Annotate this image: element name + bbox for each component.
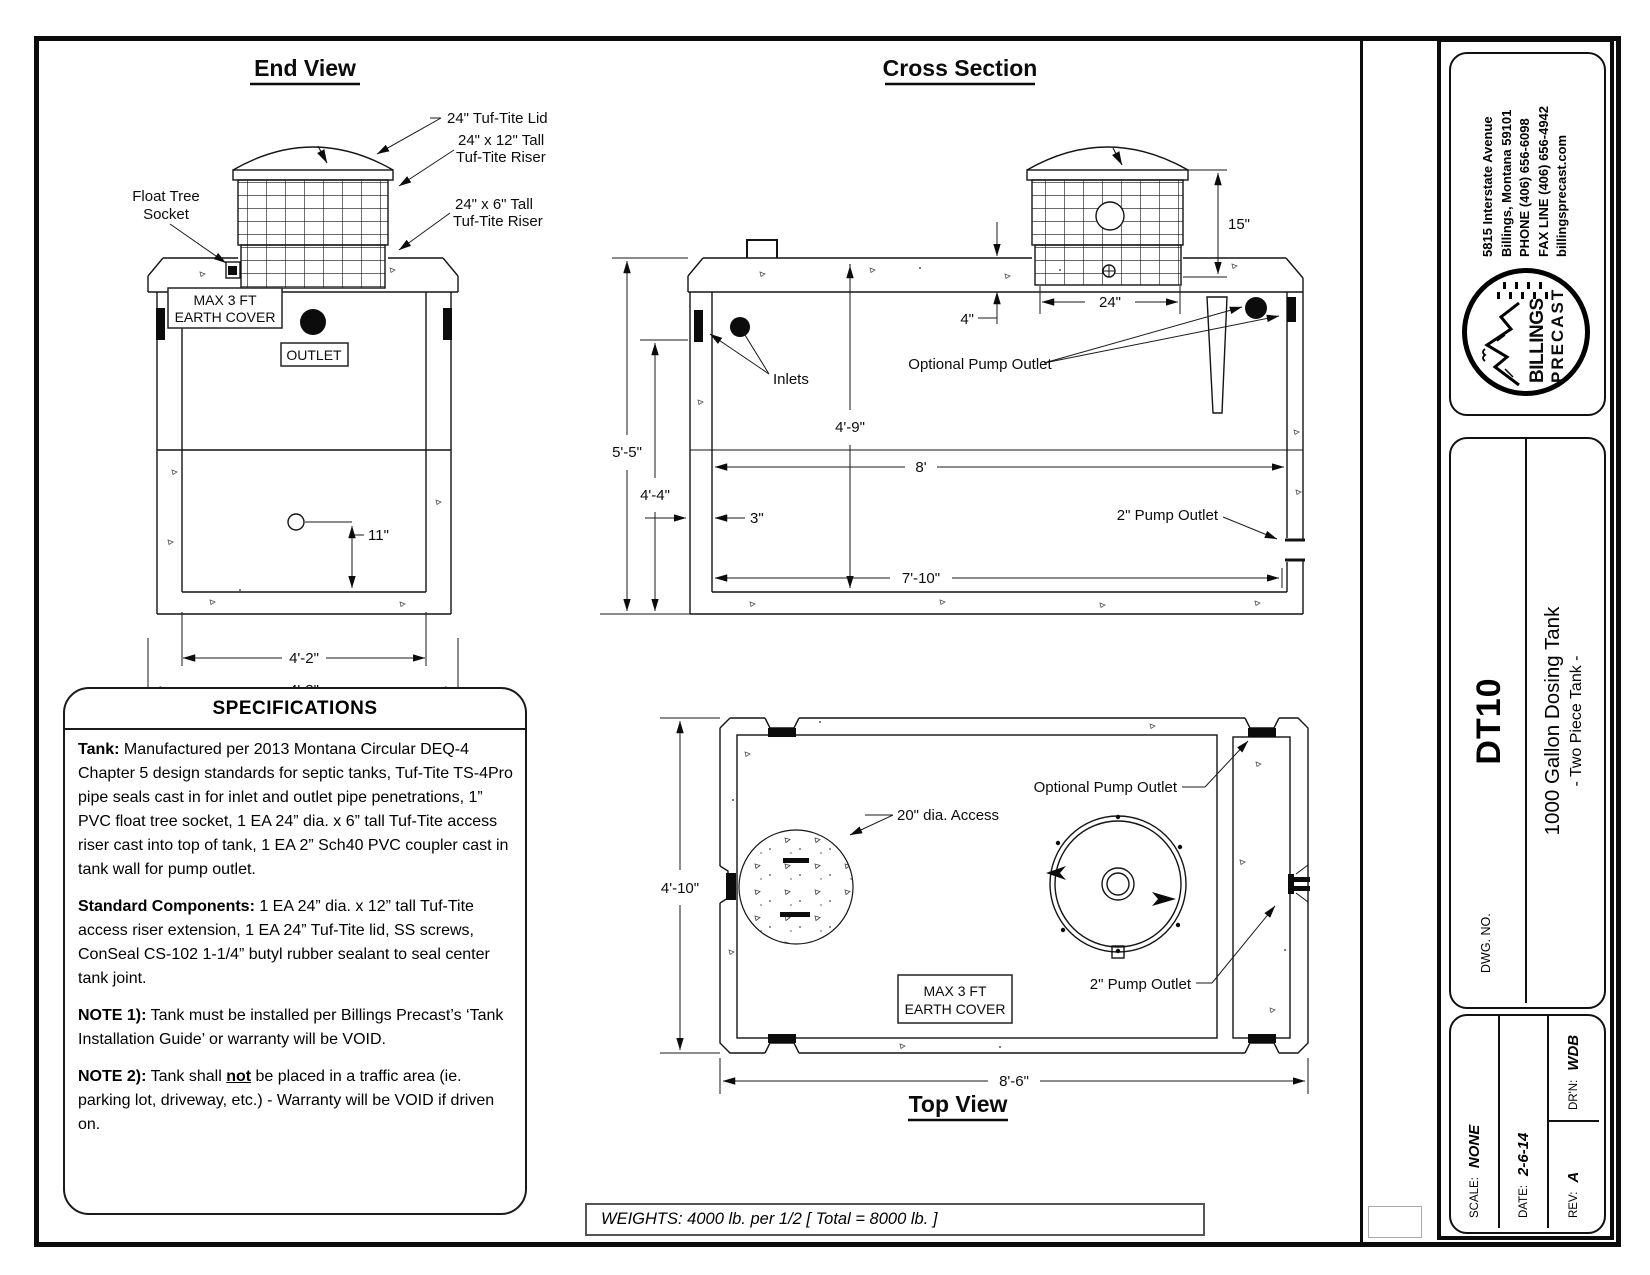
billings-precast-logo	[1462, 268, 1590, 396]
scale-value: NONE	[1466, 1124, 1483, 1169]
drn-label: DR'N:	[1567, 1079, 1580, 1110]
inner-length-dim: 8'	[915, 459, 927, 476]
drawing-number-box	[1449, 437, 1606, 1009]
product-title-row	[1527, 439, 1600, 1003]
access-label: 20" dia. Access	[897, 807, 1000, 824]
spec-paragraph-note1	[78, 1004, 513, 1052]
cross-section	[600, 55, 1305, 614]
weights-note: WEIGHTS: 4000 lb. per 1/2 [ Total = 8000 lb. ]	[585, 1203, 1205, 1236]
spec-paragraph-note2	[78, 1065, 513, 1137]
float-arrow-right	[1152, 892, 1176, 906]
outlet-label-box	[281, 343, 348, 366]
wall-dim: 3"	[750, 510, 764, 527]
invert-dim: 11"	[368, 527, 389, 544]
float-tree-label-2: Socket	[143, 206, 189, 223]
rev-label: REV:	[1567, 1191, 1580, 1218]
optional-pump-label-top: Optional Pump Outlet	[1033, 779, 1177, 796]
scale-row	[1451, 1016, 1500, 1228]
logo-art	[1467, 273, 1585, 391]
company-address	[1479, 106, 1572, 257]
pump-outlet-label: 2" Pump Outlet	[1116, 507, 1218, 524]
date-label: DATE:	[1517, 1184, 1530, 1218]
inlets-label: Inlets	[773, 371, 809, 388]
top-view	[660, 718, 1310, 1120]
specifications-title: SPECIFICATIONS	[212, 698, 378, 719]
width-dim: 4'-10"	[660, 880, 700, 897]
bird-icon	[1483, 349, 1485, 361]
riser6-label-2: Tuf-Tite Riser	[453, 213, 543, 230]
dash-pattern	[1497, 282, 1548, 299]
earth-cover-box-top	[898, 975, 1012, 1023]
title-block	[1437, 38, 1614, 1240]
bottom-gap-box	[1368, 1206, 1422, 1238]
pump-outlet-label-top: 2" Pump Outlet	[1089, 976, 1191, 993]
revision-box	[1449, 1014, 1606, 1234]
logo-name-1: BILLINGS	[1526, 298, 1548, 383]
optional-pump-label: Optional Pump Outlet	[908, 356, 1052, 373]
lid-label: 24" Tuf-Tite Lid	[447, 110, 548, 127]
riser-height-dim: 15"	[1228, 216, 1251, 233]
lower-height-dim: 4'-4"	[640, 487, 670, 504]
spec-paragraph-tank	[78, 738, 513, 882]
inner-width-dim: 4'-2"	[289, 650, 319, 667]
address-line-2: Billings, Montana 59101	[1498, 109, 1514, 257]
top-view-title: Top View	[908, 1091, 1008, 1117]
float-arrow-left	[1046, 866, 1066, 880]
earth-cover-top-2: EARTH COVER	[904, 1001, 1006, 1017]
specifications-panel	[63, 687, 527, 1215]
riser12-label-2: Tuf-Tite Riser	[456, 149, 546, 166]
rev-drn-row	[1549, 1016, 1598, 1228]
end-view	[132, 55, 547, 700]
earth-cover-line-2: EARTH COVER	[174, 309, 276, 325]
end-view-title: End View	[254, 55, 356, 81]
outer-height-dim: 5'-5"	[612, 444, 642, 461]
length-dim: 8'-6"	[999, 1073, 1029, 1090]
dwg-no-value: DT10	[1470, 677, 1508, 765]
address-line-3: PHONE (406) 656-6098	[1517, 118, 1533, 257]
spec-body-tank: Manufactured per 2013 Montana Circular DEQ-4 Chapter 5 design standards for septic tanks, Tuf-Tite TS-4Pro pipe seals cast in for inlet and outlet pipe penetrations, 1” PVC float tree socket, 1 EA 24” dia. x 6” tall Tuf-Tite access riser cast into top of tank, 1 EA 2” Sch40 PVC coupler cast in tank wall for pump outlet.	[78, 741, 513, 878]
date-value: 2-6-14	[1515, 1132, 1532, 1176]
product-subtitle: - Two Piece Tank -	[1568, 655, 1585, 787]
optional-pump-hole	[1245, 297, 1267, 319]
spec-lead-note2: NOTE 2):	[78, 1068, 147, 1085]
inner-height-dim: 4'-9"	[835, 419, 865, 436]
earth-cover-top-1: MAX 3 FT	[923, 983, 987, 999]
spec-lead-components: Standard Components:	[78, 898, 255, 915]
spec-body-components: 1 EA 24” dia. x 12” tall Tuf-Tite access riser extension, 1 EA 24” Tuf-Tite lid, SS screws, ConSeal CS-102 1-1/4” butyl rubber sealant to seal center tank joint.	[78, 898, 490, 987]
top-view-outline	[720, 718, 1308, 1053]
access-handle-2	[780, 912, 810, 917]
outlet-hole	[300, 309, 326, 335]
address-line-1: 5815 Interstate Avenue	[1480, 116, 1496, 257]
address-line-4: FAX LINE (406) 656-4942	[1535, 105, 1551, 257]
dwg-no-label: DWG. NO.	[1479, 913, 1493, 973]
spec-body-note2-not: not	[226, 1068, 252, 1085]
lower-length-dim: 7'-10"	[901, 570, 941, 587]
earth-cover-box-end	[168, 288, 282, 328]
cross-section-title: Cross Section	[882, 55, 1038, 81]
float-tree-label-1: Float Tree	[132, 188, 200, 205]
scale-label: SCALE:	[1468, 1177, 1481, 1218]
top-view-texts	[661, 779, 1192, 1090]
spec-lead-note1: NOTE 1):	[78, 1007, 147, 1024]
riser6-label-1: 24" x 6" Tall	[455, 196, 533, 213]
rev-value: A	[1565, 1171, 1582, 1183]
slab-dim: 4"	[960, 311, 974, 328]
product-title: 1000 Gallon Dosing Tank	[1541, 606, 1564, 836]
earth-cover-line-1: MAX 3 FT	[193, 292, 257, 308]
logo-name-2: PRECAST	[1547, 287, 1567, 383]
spec-body-note2-pre: Tank shall	[146, 1068, 227, 1085]
date-row	[1500, 1016, 1549, 1228]
spec-lead-tank: Tank:	[78, 741, 120, 758]
rev-cell	[1548, 1122, 1599, 1228]
dwg-no-row	[1451, 439, 1527, 1003]
address-line-5: billingsprecast.com	[1554, 134, 1570, 257]
access-handle-1	[783, 858, 809, 863]
riser-width-dim: 24"	[1098, 294, 1122, 311]
spec-body-note2-post: be placed in a traffic area (ie. parking lot, driveway, etc.) - Warranty will be VOID if driven on.	[78, 1068, 495, 1133]
cross-section-seals	[694, 297, 1296, 342]
company-box	[1449, 52, 1606, 416]
riser12-label-1: 24" x 12" Tall	[458, 132, 545, 149]
drn-value: WDB	[1565, 1034, 1582, 1071]
spec-paragraph-components	[78, 895, 513, 991]
spec-body-note1: Tank must be installed per Billings Precast’s ‘Tank Installation Guide’ or warranty will be VOID.	[78, 1007, 504, 1048]
drn-cell	[1548, 1016, 1599, 1122]
end-view-tank-outline	[148, 146, 458, 614]
outlet-label: OUTLET	[286, 347, 342, 363]
